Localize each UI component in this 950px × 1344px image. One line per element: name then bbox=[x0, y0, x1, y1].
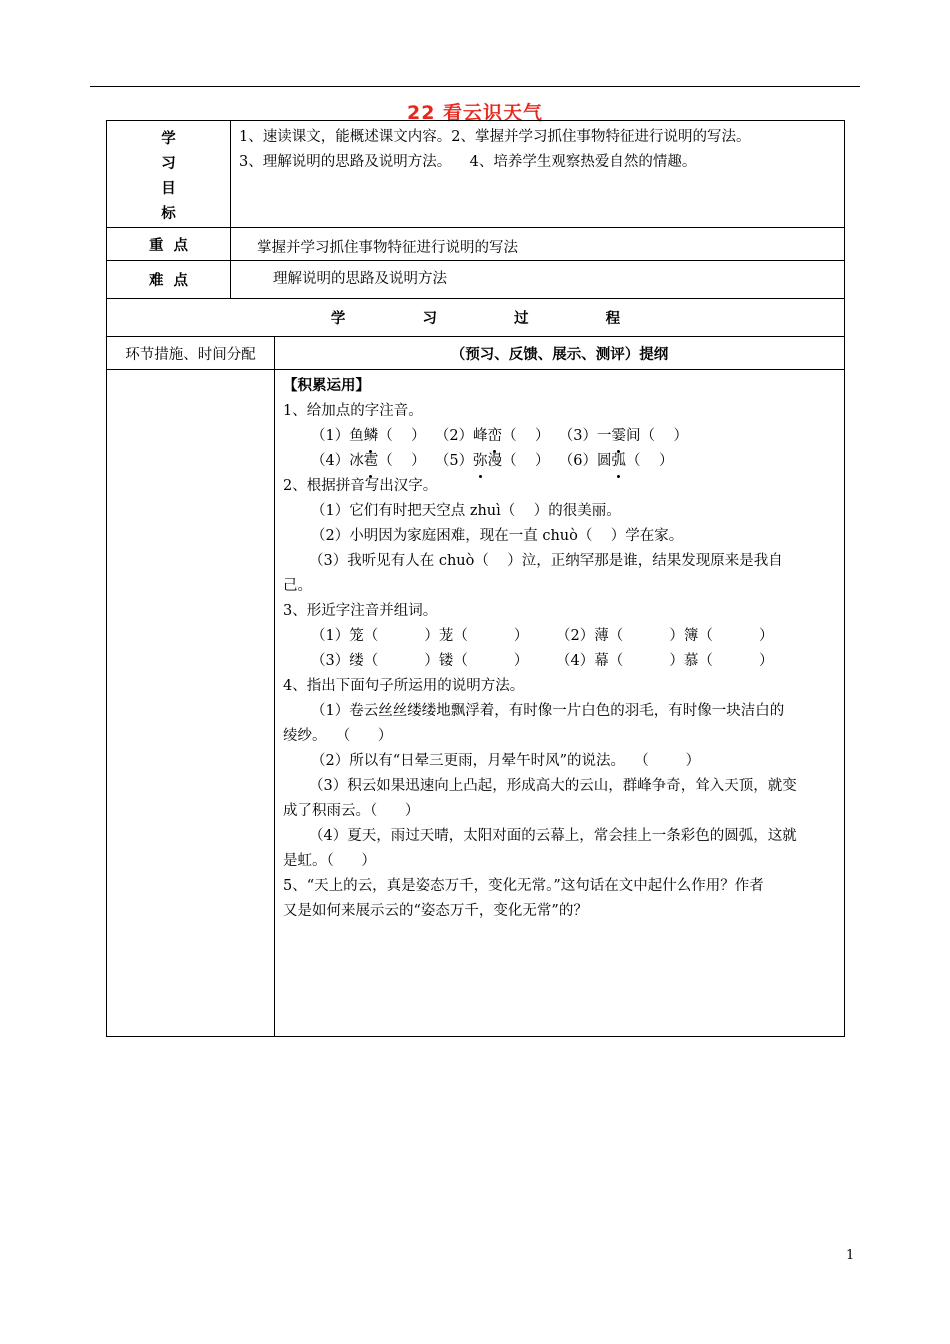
q1-row-1: （1）鱼鳞（ ） （2）峰峦（ ） （3）一霎间（ ） bbox=[283, 424, 838, 449]
lesson-plan-table bbox=[106, 120, 845, 1037]
q3-row-2: （3）缕（ ）镂（ ） （4）幕（ ）慕（ ） bbox=[311, 653, 774, 669]
column-header-row bbox=[107, 337, 845, 370]
q5-line-2: 又是如何来展示云的“姿态万千，变化无常”的？ bbox=[283, 903, 588, 919]
steps-column-cell bbox=[107, 370, 275, 1037]
dotted-char: 鳞 bbox=[364, 424, 379, 449]
q4-sentence-1a: （1）卷云丝丝缕缕地飘浮着，有时像一片白色的羽毛，有时像一块洁白的 bbox=[311, 703, 785, 719]
key-point-label: 重 点 bbox=[107, 228, 231, 261]
dotted-char: 弥 bbox=[473, 449, 488, 474]
key-point-row bbox=[107, 228, 845, 261]
q3-row-1: （1）笼（ ）茏（ ） （2）薄（ ）簿（ ） bbox=[311, 628, 774, 644]
q4-sentence-4b: 是虹。（ ） bbox=[283, 853, 376, 869]
goals-row bbox=[107, 121, 845, 228]
q4-sentence-1b: 绫纱。 （ ） bbox=[283, 728, 393, 744]
goal-line-1: 1、速读课文，能概述课文内容。2、掌握并学习抓住事物特征进行说明的写法。 bbox=[239, 129, 751, 145]
content-row bbox=[107, 370, 845, 1037]
key-point-text: 掌握并学习抓住事物特征进行说明的写法 bbox=[231, 228, 845, 261]
document-title: 22 看云识天气 bbox=[406, 102, 544, 124]
process-row bbox=[107, 299, 845, 337]
goals-label: 学 习 目 标 bbox=[107, 121, 231, 228]
section-title: 【积累运用】 bbox=[283, 378, 370, 394]
dotted-char: 霎 bbox=[612, 424, 627, 449]
q4-sentence-2: （2）所以有“日晕三更雨，月晕午时风”的说法。 （ ） bbox=[311, 753, 701, 769]
q4-sentence-4a: （4）夏天，雨过天晴，太阳对面的云幕上，常会挂上一条彩色的圆弧，这就 bbox=[309, 828, 797, 844]
q2-sentence-2: （2）小明因为家庭困难，现在一直 chuò（ ）学在家。 bbox=[311, 528, 684, 544]
q2-sentence-3b: 己。 bbox=[283, 578, 312, 594]
header-rule bbox=[90, 86, 860, 87]
q4-sentence-3a: （3）积云如果迅速向上凸起，形成高大的云山，群峰争奇，耸入天顶，就变 bbox=[309, 778, 797, 794]
goals-text bbox=[231, 121, 845, 228]
dotted-char: 雹 bbox=[364, 449, 379, 474]
process-heading: 学 习 过 程 bbox=[107, 299, 845, 337]
dotted-char: 峦 bbox=[488, 424, 503, 449]
dotted-char: 弧 bbox=[612, 449, 627, 474]
difficult-point-row bbox=[107, 261, 845, 299]
steps-column-header: 环节措施、时间分配 bbox=[107, 337, 275, 370]
q4-sentence-3b: 成了积雨云。（ ） bbox=[283, 803, 420, 819]
q2-sentence-1: （1）它们有时把天空点 zhuì（ ）的很美丽。 bbox=[311, 503, 621, 519]
q4-title: 4、指出下面句子所运用的说明方法。 bbox=[283, 678, 525, 694]
q2-sentence-3a: （3）我听见有人在 chuò（ ）泣，正纳罕那是谁，结果发现原来是我自 bbox=[309, 553, 783, 569]
difficult-point-text: 理解说明的思路及说明方法 bbox=[231, 261, 845, 299]
outline-content bbox=[275, 370, 845, 1037]
outline-column-header: （预习、反馈、展示、测评）提纲 bbox=[275, 337, 845, 370]
q1-title: 1、给加点的字注音。 bbox=[283, 403, 423, 419]
q2-title: 2、根据拼音写出汉字。 bbox=[283, 478, 438, 494]
q3-title: 3、形近字注音并组词。 bbox=[283, 603, 438, 619]
page-number: 1 bbox=[846, 1248, 855, 1263]
goal-line-2: 3、理解说明的思路及说明方法。 4、培养学生观察热爱自然的情趣。 bbox=[239, 154, 697, 170]
q5-line-1: 5、“天上的云，真是姿态万千，变化无常。”这句话在文中起什么作用？作者 bbox=[283, 878, 764, 894]
difficult-point-label: 难 点 bbox=[107, 261, 231, 299]
q1-row-2: （4）冰雹（ ） （5）弥漫（ ） （6）圆弧（ ） bbox=[283, 449, 838, 474]
